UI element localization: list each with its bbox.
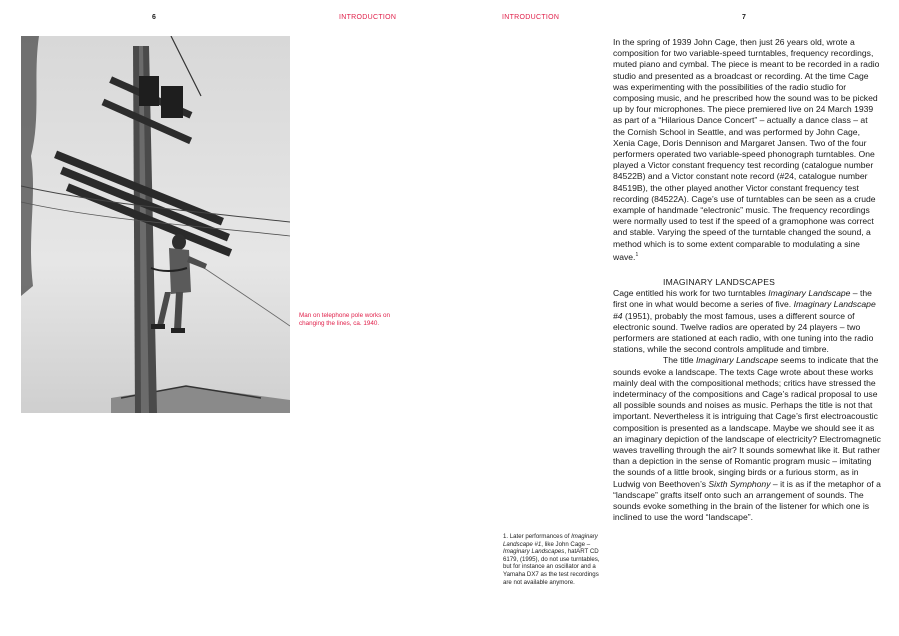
paragraph-3-italic-b: Sixth Symphony — [708, 478, 771, 489]
paragraph-3-text-a: The title — [663, 355, 696, 366]
body-text — [613, 37, 881, 523]
paragraph-2 — [613, 288, 881, 355]
footnote-italic-a: Imaginary Landscape #1 — [503, 533, 598, 548]
footnote — [503, 533, 603, 586]
footnote-italic-b: Imaginary Landscapes — [503, 548, 565, 556]
footnote-text-b: , like John Cage – — [541, 540, 591, 548]
paragraph-2-text-b: – the first one in what would become a series of five. — [613, 288, 872, 310]
right-page-number: 7 — [742, 14, 746, 21]
left-running-head: INTRODUCTION — [339, 14, 397, 21]
paragraph-2-italic-a: Imaginary Landscape — [768, 288, 851, 299]
section-heading: IMAGINARY LANDSCAPES — [663, 276, 776, 287]
footnote-text-a: 1. Later performances of — [503, 533, 572, 540]
footnote-text-c: , hatART CD 6179, (1995), do not use turntables, but for instance an oscillator and a Yamaha DX7 as the test recordings are not available anymore. — [503, 548, 600, 586]
paragraph-1-text: In the spring of 1939 John Cage, then just 26 years old, wrote a composition for two variable-speed turntables, frequency recordings, muted piano and cymbal. The piece is meant to be recorded in a radio studio and presented as a broadcast or recording. At the time Cage was experimenting with the possibilities of the radio studio for composing music, and he prescribed how the sound was to be picked up by four microphones. The piece premiered live on 24 March 1939 as part of a “Hilarious Dance Concert” – actually a dance class – at the Cornish School in Seattle, and was performed by John Cage, Xenia Cage, Doris Dennison and Margaret Jansen. Two of the four performers operated two variable-speed phonograph turntables. One played a Victor constant frequency test recording (catalogue number 84522B) and a Victor constant note record (#24, catalogue number 84519B), the other played another Victor constant frequency test recording (84522A). Cage’s use of turntables can be seen as a crude example of handmade “electronic” music. The frequency recordings were normally used to test if the speed of a gramophone was correct and stable. Varying the speed of the turntable changed the sound, a method which is to some extent comparable to modulating a sine wave. — [613, 37, 880, 262]
paragraph-3-italic-a: Imaginary Landscape — [695, 355, 779, 366]
footnote-reference: 1 — [635, 251, 639, 258]
left-page-number: 6 — [152, 14, 156, 21]
right-running-head: INTRODUCTION — [502, 14, 560, 21]
telephone-pole-photo — [21, 36, 290, 413]
paragraph-3-text-c: – it is as if the metaphor of a “landscape” grafts itself onto such an arrangement of sounds. The sounds evoke something in the brain of the listener for which one is inclined to use the word “landscape”. — [613, 478, 881, 523]
paragraph-2-text-a: Cage entitled his work for two turntables — [613, 288, 769, 299]
paragraph-3 — [613, 355, 881, 523]
photo-caption: Man on telephone pole works on changing the lines, ca. 1940. — [299, 312, 391, 327]
paragraph-1 — [613, 37, 881, 263]
paragraph-3-text-b: seems to indicate that the sounds evoke a landscape. The texts Cage wrote about these works mainly deal with the compositional methods; critics have stressed the indeterminacy of the compositions and Cage’s radical proposal to use all possible sounds and noises as music. Perhaps the title is not that important. Nevertheless it is intriguing that Cage’s first electroacoustic composition is presented as a landscape. Maybe we should see it as an imaginary depiction of the landscape of electricity? Electromagnetic waves travelling through the air? It sounds somewhat like it. But rather than a depiction in the sense of Romantic program music – imitating the sounds of a little brook, singing birds or a furious storm, as in Ludwig von Beethoven’s — [613, 355, 881, 489]
paragraph-2-text-c: (1951), probably the most famous, uses a different source of electronic sound. Twelve radios are operated by 24 players – two performers are stationed at each radio, with one tuning into the radio stations, while the second controls amplitude and timbre. — [613, 310, 874, 355]
paragraph-2-italic-b: Imaginary Landscape #4 — [613, 299, 876, 321]
